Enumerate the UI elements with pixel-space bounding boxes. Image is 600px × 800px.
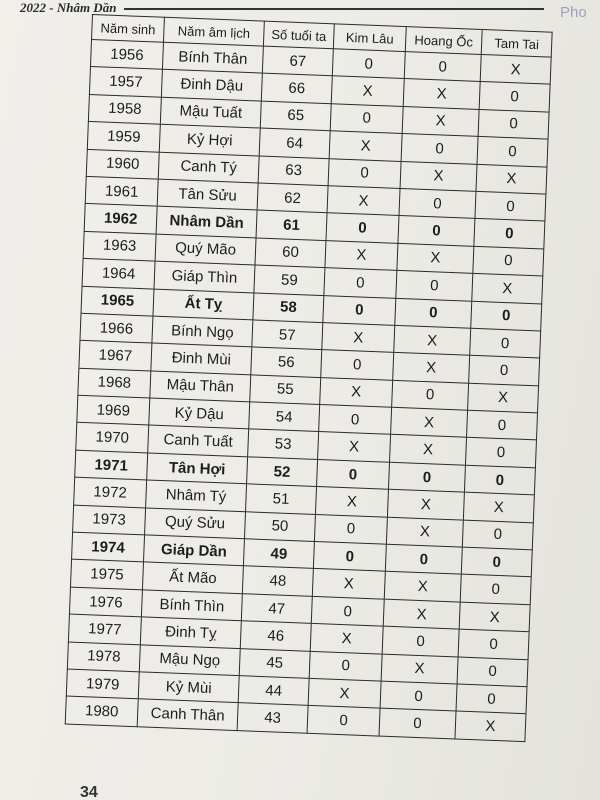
cell-hoang-oc: X xyxy=(387,489,464,519)
cell-lunar-year: Quý Sửu xyxy=(145,508,246,539)
cell-tam-tai: 0 xyxy=(457,657,528,687)
cell-lunar-year: Tân Hợi xyxy=(147,453,248,484)
cell-birth-year: 1956 xyxy=(90,40,163,70)
cell-age: 64 xyxy=(259,128,330,158)
cell-age: 62 xyxy=(257,183,328,213)
cell-lunar-year: Ất Tỵ xyxy=(153,289,254,320)
cell-age: 52 xyxy=(247,457,318,487)
header-hoang-oc: Hoang Ốc xyxy=(405,27,482,55)
cell-age: 49 xyxy=(243,539,314,569)
cell-age: 57 xyxy=(252,320,323,350)
cell-lunar-year: Bính Thân xyxy=(162,42,263,73)
cell-birth-year: 1957 xyxy=(89,67,162,97)
cell-birth-year: 1966 xyxy=(80,313,153,343)
cell-kim-lau: 0 xyxy=(313,541,386,571)
cell-age: 67 xyxy=(262,46,333,76)
cell-tam-tai: 0 xyxy=(473,246,544,276)
cell-hoang-oc: X xyxy=(400,161,477,191)
cell-kim-lau: 0 xyxy=(324,268,397,298)
cell-kim-lau: 0 xyxy=(328,158,401,188)
cell-birth-year: 1974 xyxy=(72,532,145,562)
cell-kim-lau: 0 xyxy=(314,514,387,544)
cell-tam-tai: X xyxy=(455,711,526,741)
cell-lunar-year: Đinh Dậu xyxy=(161,70,262,101)
cell-lunar-year: Mậu Thân xyxy=(150,371,251,402)
cell-tam-tai: 0 xyxy=(477,137,548,167)
cell-hoang-oc: 0 xyxy=(399,188,476,218)
cell-age: 51 xyxy=(246,484,317,514)
cell-birth-year: 1967 xyxy=(79,341,152,371)
cell-tam-tai: X xyxy=(476,164,547,194)
cell-hoang-oc: X xyxy=(386,517,463,547)
cell-tam-tai: X xyxy=(459,602,530,632)
cell-lunar-year: Nhâm Dần xyxy=(156,206,257,237)
cell-birth-year: 1975 xyxy=(70,560,143,590)
cell-kim-lau: X xyxy=(331,76,404,106)
cell-birth-year: 1971 xyxy=(75,450,148,480)
header-age: Số tuổi ta xyxy=(263,21,334,49)
cell-kim-lau: X xyxy=(318,432,391,462)
table-body xyxy=(65,40,551,742)
page-number: 34 xyxy=(80,784,98,800)
cell-lunar-year: Mậu Tuất xyxy=(160,97,261,128)
cell-kim-lau: X xyxy=(310,624,383,654)
cell-kim-lau: 0 xyxy=(326,213,399,243)
cell-kim-lau: X xyxy=(315,487,388,517)
cell-birth-year: 1959 xyxy=(87,122,160,152)
cell-lunar-year: Kỷ Dậu xyxy=(149,398,250,429)
header-rule xyxy=(124,8,544,10)
cell-tam-tai: X xyxy=(472,273,543,303)
cell-kim-lau: X xyxy=(325,240,398,270)
cell-lunar-year: Tân Sửu xyxy=(157,179,258,210)
cell-hoang-oc: 0 xyxy=(396,271,473,301)
cell-age: 47 xyxy=(241,594,312,624)
cell-tam-tai: 0 xyxy=(464,465,535,495)
cell-birth-year: 1978 xyxy=(67,642,140,672)
cell-hoang-oc: 0 xyxy=(398,216,475,246)
cell-age: 55 xyxy=(250,375,321,405)
cell-lunar-year: Giáp Thìn xyxy=(154,261,255,292)
cell-birth-year: 1968 xyxy=(78,368,151,398)
cell-kim-lau: X xyxy=(308,678,381,708)
cell-lunar-year: Mậu Ngọ xyxy=(139,644,240,675)
cell-hoang-oc: X xyxy=(393,353,470,383)
cell-tam-tai: 0 xyxy=(467,410,538,440)
table-wrapper xyxy=(65,14,553,742)
cell-lunar-year: Nhâm Tý xyxy=(146,480,247,511)
cell-tam-tai: 0 xyxy=(465,438,536,468)
header-lunar-year: Năm âm lịch xyxy=(163,17,264,46)
cell-kim-lau: 0 xyxy=(309,651,382,681)
cell-lunar-year: Ất Mão xyxy=(142,562,243,593)
cell-birth-year: 1979 xyxy=(66,669,139,699)
cell-birth-year: 1969 xyxy=(77,395,150,425)
cell-lunar-year: Kỷ Hợi xyxy=(159,124,260,155)
cell-hoang-oc: 0 xyxy=(392,380,469,410)
cell-hoang-oc: X xyxy=(394,325,471,355)
header-tam-tai: Tam Tai xyxy=(481,29,552,57)
cell-hoang-oc: 0 xyxy=(385,544,462,574)
cell-age: 59 xyxy=(254,265,325,295)
cell-age: 50 xyxy=(244,511,315,541)
cell-age: 54 xyxy=(249,402,320,432)
cell-hoang-oc: 0 xyxy=(380,681,457,711)
cell-kim-lau: X xyxy=(322,322,395,352)
cell-age: 45 xyxy=(239,648,310,678)
cell-tam-tai: 0 xyxy=(462,520,533,550)
cell-lunar-year: Quý Mão xyxy=(155,234,256,265)
cell-birth-year: 1977 xyxy=(68,614,141,644)
cell-tam-tai: 0 xyxy=(456,684,527,714)
cell-birth-year: 1961 xyxy=(85,176,158,206)
cell-lunar-year: Bính Thìn xyxy=(141,590,242,621)
cell-lunar-year: Canh Tuất xyxy=(148,425,249,456)
cell-lunar-year: Đinh Tỵ xyxy=(140,617,241,648)
cell-hoang-oc: X xyxy=(403,79,480,109)
cell-birth-year: 1958 xyxy=(88,94,161,124)
cell-birth-year: 1960 xyxy=(86,149,159,179)
header-birth-year: Năm sinh xyxy=(92,15,165,43)
cell-tam-tai: 0 xyxy=(475,191,546,221)
cell-hoang-oc: X xyxy=(383,599,460,629)
cell-age: 65 xyxy=(260,101,331,131)
cell-age: 61 xyxy=(256,210,327,240)
cell-birth-year: 1964 xyxy=(82,258,155,288)
cell-kim-lau: 0 xyxy=(317,459,390,489)
header-kim-lau: Kim Lâu xyxy=(333,24,406,52)
cell-tam-tai: 0 xyxy=(470,328,541,358)
cell-age: 60 xyxy=(255,238,326,268)
cell-tam-tai: 0 xyxy=(471,301,542,331)
cell-hoang-oc: X xyxy=(391,407,468,437)
bleed-through-text: Pho xyxy=(560,4,587,21)
age-table xyxy=(65,14,553,742)
cell-tam-tai: 0 xyxy=(460,575,531,605)
cell-birth-year: 1972 xyxy=(74,477,147,507)
cell-hoang-oc: 0 xyxy=(404,52,481,82)
cell-age: 56 xyxy=(251,347,322,377)
cell-birth-year: 1963 xyxy=(83,231,156,261)
cell-tam-tai: 0 xyxy=(469,356,540,386)
cell-age: 53 xyxy=(248,429,319,459)
cell-birth-year: 1970 xyxy=(76,423,149,453)
cell-birth-year: 1973 xyxy=(73,505,146,535)
cell-age: 43 xyxy=(237,703,308,733)
cell-hoang-oc: 0 xyxy=(388,462,465,492)
cell-age: 46 xyxy=(240,621,311,651)
cell-hoang-oc: 0 xyxy=(379,708,456,738)
cell-lunar-year: Bính Ngọ xyxy=(152,316,253,347)
cell-tam-tai: 0 xyxy=(474,219,545,249)
cell-kim-lau: X xyxy=(312,569,385,599)
cell-kim-lau: X xyxy=(320,377,393,407)
cell-hoang-oc: 0 xyxy=(401,134,478,164)
cell-kim-lau: 0 xyxy=(307,706,380,736)
cell-hoang-oc: X xyxy=(390,435,467,465)
cell-kim-lau: 0 xyxy=(330,104,403,134)
cell-kim-lau: X xyxy=(327,186,400,216)
cell-age: 63 xyxy=(258,156,329,186)
cell-lunar-year: Canh Thân xyxy=(137,699,238,730)
cell-tam-tai: X xyxy=(480,54,551,84)
cell-kim-lau: 0 xyxy=(323,295,396,325)
cell-tam-tai: 0 xyxy=(479,82,550,112)
cell-lunar-year: Giáp Dần xyxy=(143,535,244,566)
cell-kim-lau: 0 xyxy=(332,49,405,79)
cell-birth-year: 1976 xyxy=(69,587,142,617)
cell-hoang-oc: X xyxy=(384,572,461,602)
cell-age: 44 xyxy=(238,676,309,706)
cell-hoang-oc: X xyxy=(397,243,474,273)
cell-age: 58 xyxy=(253,292,324,322)
cell-tam-tai: X xyxy=(468,383,539,413)
cell-hoang-oc: X xyxy=(381,654,458,684)
cell-kim-lau: 0 xyxy=(319,405,392,435)
cell-lunar-year: Đinh Mùi xyxy=(151,343,252,374)
cell-hoang-oc: X xyxy=(402,106,479,136)
cell-age: 48 xyxy=(242,566,313,596)
cell-lunar-year: Canh Tý xyxy=(158,152,259,183)
cell-tam-tai: 0 xyxy=(478,109,549,139)
header-title: 2022 - Nhâm Dần xyxy=(20,0,117,15)
cell-tam-tai: X xyxy=(463,492,534,522)
cell-lunar-year: Kỷ Mùi xyxy=(138,672,239,703)
cell-tam-tai: 0 xyxy=(461,547,532,577)
cell-kim-lau: 0 xyxy=(311,596,384,626)
cell-birth-year: 1965 xyxy=(81,286,154,316)
cell-tam-tai: 0 xyxy=(458,629,529,659)
cell-hoang-oc: 0 xyxy=(382,626,459,656)
cell-age: 66 xyxy=(261,73,332,103)
cell-birth-year: 1980 xyxy=(65,696,138,726)
cell-birth-year: 1962 xyxy=(84,204,157,234)
cell-hoang-oc: 0 xyxy=(395,298,472,328)
cell-kim-lau: X xyxy=(329,131,402,161)
cell-kim-lau: 0 xyxy=(321,350,394,380)
